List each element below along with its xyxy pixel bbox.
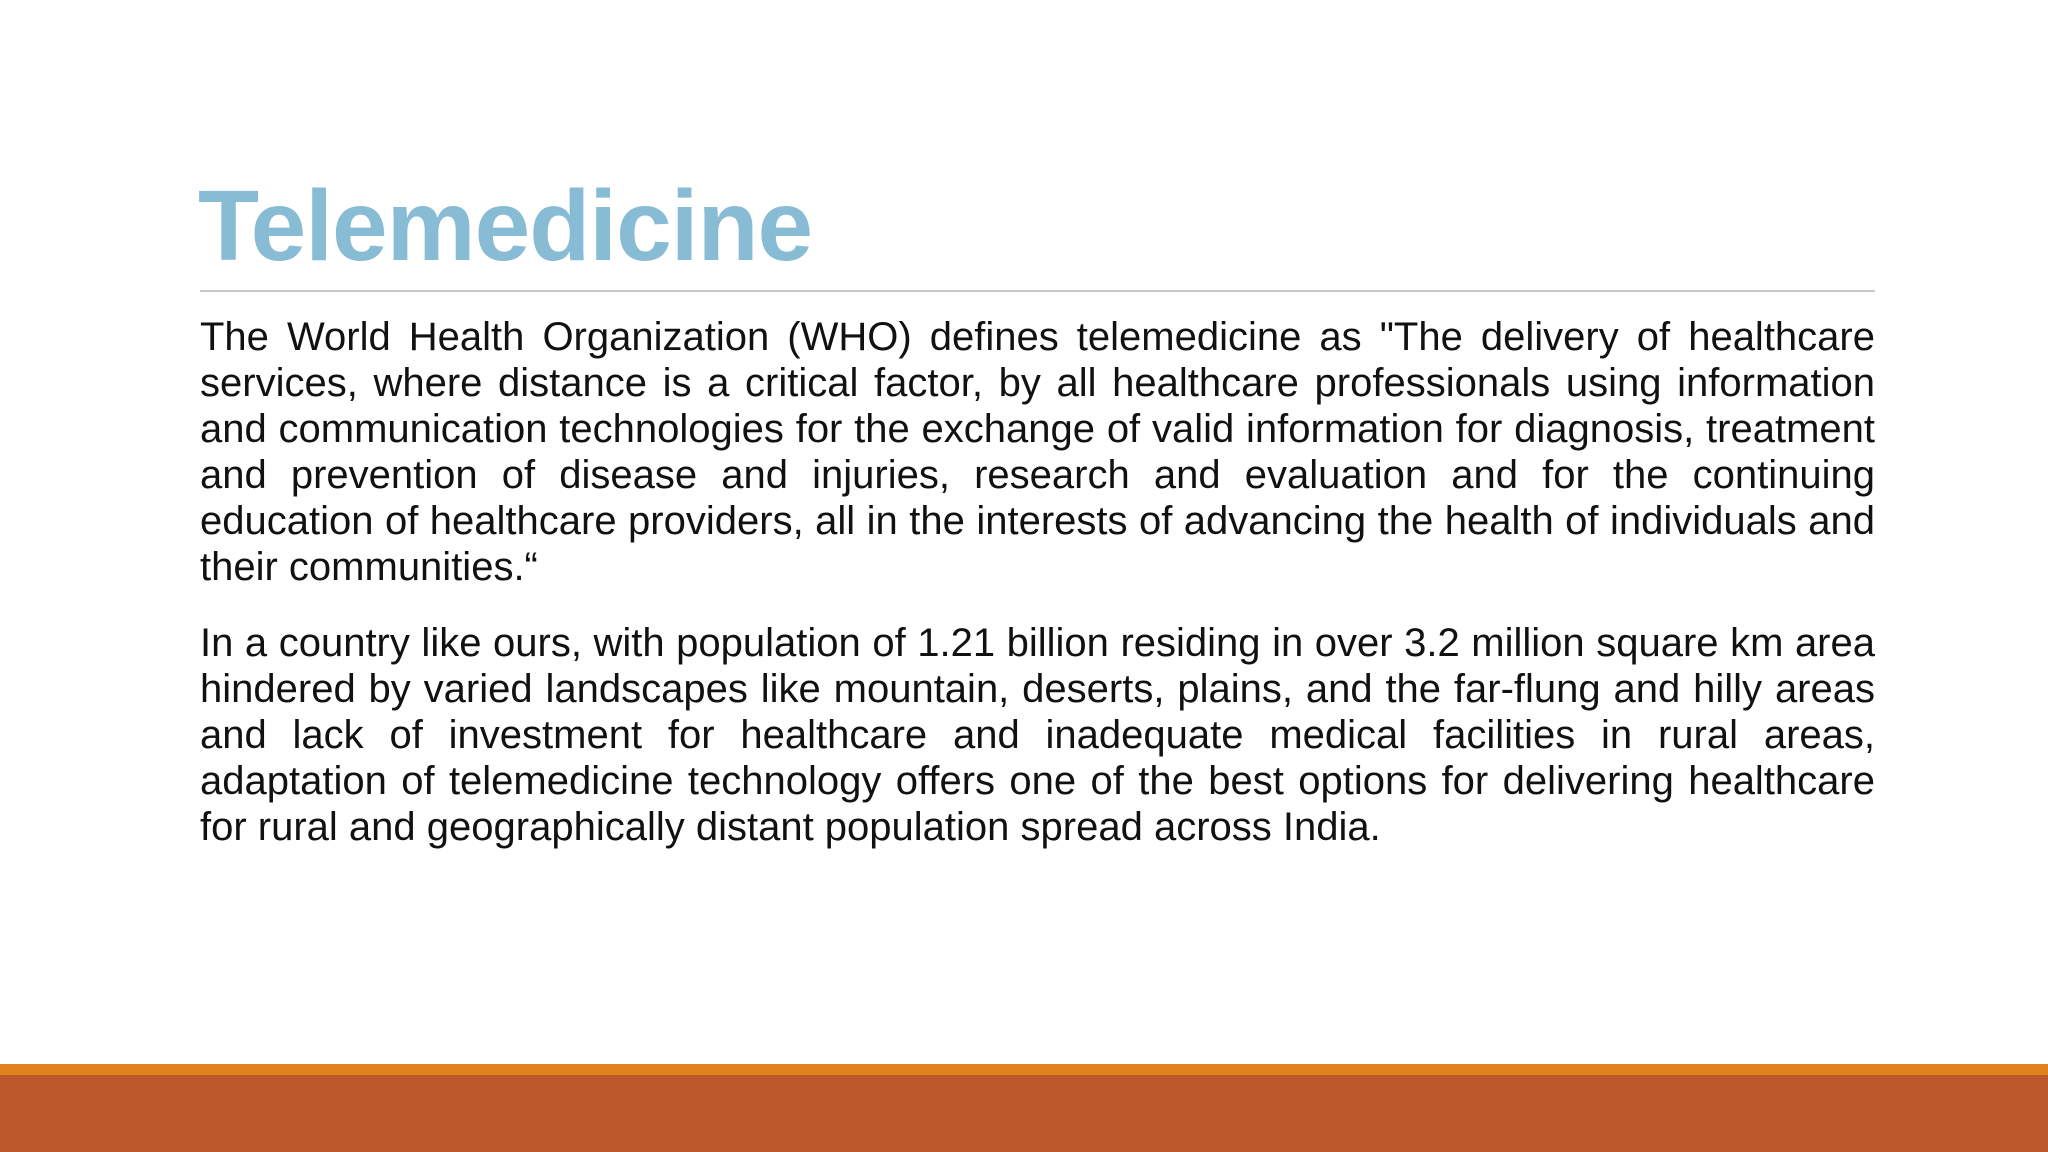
slide-title: Telemedicine — [198, 170, 813, 282]
paragraph-india-context: In a country like ours, with population of 1.21 billion residing in over 3.2 million square km area hindered by varied landscapes like mountain, deserts, plains, and the far-flung and hilly areas and lack of investment for healthcare and inadequate medical facilities in rural areas, adaptation of telemedicine technology offers one of the best options for delivering healthcare for rural and geographically distant population spread across India. — [200, 621, 1875, 849]
paragraph-who-definition: The World Health Organization (WHO) defines telemedicine as "The delivery of healthcare services, where distance is a critical factor, by all healthcare professionals using information and communication technologies for the exchange of valid information for diagnosis, treatment and prevention of disease and injuries, research and evaluation and for the continuing education of healthcare providers, all in the interests of advancing the health of individuals and their communities.“ — [200, 315, 1875, 589]
slide-body — [200, 314, 1875, 850]
footer-band — [0, 1075, 2048, 1152]
footer-accent-stripe — [0, 1064, 2048, 1075]
title-divider — [200, 290, 1875, 292]
